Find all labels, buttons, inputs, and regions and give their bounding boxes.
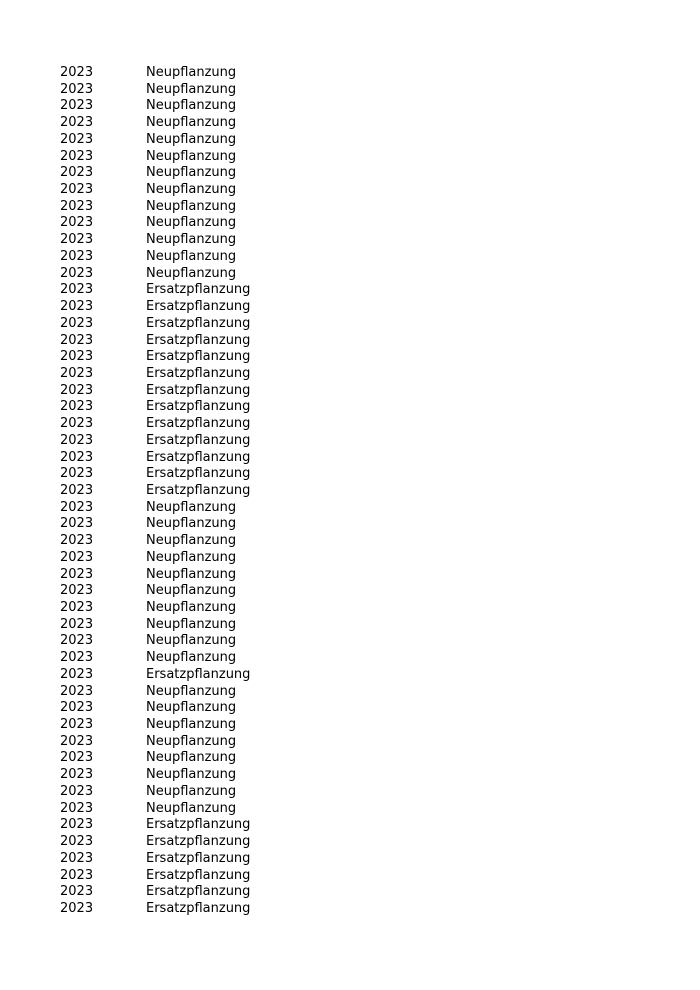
list-item: [60, 750, 346, 767]
year-cell: 2023: [60, 499, 94, 515]
planting-type-cell: Ersatzpflanzung: [146, 365, 251, 381]
year-cell: 2023: [60, 432, 94, 448]
planting-type-cell: Neupflanzung: [146, 683, 237, 699]
list-item: [60, 500, 346, 517]
planting-type-cell: Neupflanzung: [146, 115, 237, 131]
year-cell: 2023: [60, 867, 94, 883]
year-cell: 2023: [60, 850, 94, 866]
planting-type-cell: Ersatzpflanzung: [146, 449, 251, 465]
list-item: [60, 684, 346, 701]
list-item: [60, 600, 346, 617]
year-cell: 2023: [60, 349, 94, 365]
planting-type-cell: Neupflanzung: [146, 215, 237, 231]
list-item: [60, 483, 346, 500]
year-cell: 2023: [60, 299, 94, 315]
year-cell: 2023: [60, 98, 94, 114]
planting-type-cell: Neupflanzung: [146, 248, 237, 264]
list-item: [60, 817, 346, 834]
list-item: [60, 316, 346, 333]
list-item: [60, 650, 346, 667]
year-cell: 2023: [60, 733, 94, 749]
planting-type-cell: Neupflanzung: [146, 783, 237, 799]
planting-type-cell: Ersatzpflanzung: [146, 834, 251, 850]
list-item: [60, 433, 346, 450]
year-cell: 2023: [60, 549, 94, 565]
year-cell: 2023: [60, 65, 94, 80]
year-cell: 2023: [60, 583, 94, 599]
planting-type-cell: Ersatzpflanzung: [146, 332, 251, 348]
planting-type-cell: Ersatzpflanzung: [146, 349, 251, 365]
planting-type-cell: Ersatzpflanzung: [146, 900, 251, 916]
planting-type-cell: Neupflanzung: [146, 800, 237, 816]
list-item: [60, 215, 346, 232]
year-cell: 2023: [60, 399, 94, 415]
list-item: [60, 717, 346, 734]
list-item: [60, 249, 346, 266]
year-cell: 2023: [60, 248, 94, 264]
planting-type-cell: Ersatzpflanzung: [146, 817, 251, 833]
list-item: [60, 583, 346, 600]
planting-type-cell: Neupflanzung: [146, 165, 237, 181]
list-item: [60, 617, 346, 634]
planting-type-cell: Neupflanzung: [146, 516, 237, 532]
planting-type-cell: Neupflanzung: [146, 533, 237, 549]
planting-type-cell: Ersatzpflanzung: [146, 416, 251, 432]
list-item: [60, 182, 346, 199]
year-cell: 2023: [60, 198, 94, 214]
planting-type-cell: Neupflanzung: [146, 700, 237, 716]
list-item: [60, 784, 346, 801]
list-item: [60, 734, 346, 751]
year-cell: 2023: [60, 683, 94, 699]
list-item: [60, 767, 346, 784]
planting-type-cell: Neupflanzung: [146, 583, 237, 599]
list-item: [60, 399, 346, 416]
list-item: [60, 232, 346, 249]
planting-type-cell: Neupflanzung: [146, 499, 237, 515]
planting-type-cell: Neupflanzung: [146, 616, 237, 632]
year-cell: 2023: [60, 449, 94, 465]
year-cell: 2023: [60, 482, 94, 498]
year-cell: 2023: [60, 165, 94, 181]
planting-type-cell: Neupflanzung: [146, 767, 237, 783]
year-cell: 2023: [60, 466, 94, 482]
planting-type-cell: Neupflanzung: [146, 265, 237, 281]
planting-type-cell: Neupflanzung: [146, 98, 237, 114]
year-cell: 2023: [60, 817, 94, 833]
year-cell: 2023: [60, 382, 94, 398]
year-cell: 2023: [60, 666, 94, 682]
list-item: [60, 65, 346, 82]
planting-type-cell: Neupflanzung: [146, 81, 237, 97]
year-cell: 2023: [60, 717, 94, 733]
planting-type-cell: Neupflanzung: [146, 182, 237, 198]
planting-type-cell: Ersatzpflanzung: [146, 482, 251, 498]
list-item: [60, 98, 346, 115]
year-cell: 2023: [60, 616, 94, 632]
list-item: [60, 450, 346, 467]
planting-type-cell: Ersatzpflanzung: [146, 850, 251, 866]
list-item: [60, 633, 346, 650]
planting-type-cell: Neupflanzung: [146, 566, 237, 582]
year-cell: 2023: [60, 767, 94, 783]
planting-type-cell: Ersatzpflanzung: [146, 282, 251, 298]
year-cell: 2023: [60, 533, 94, 549]
list-item: [60, 533, 346, 550]
planting-type-cell: Neupflanzung: [146, 717, 237, 733]
year-cell: 2023: [60, 265, 94, 281]
list-item: [60, 416, 346, 433]
year-cell: 2023: [60, 633, 94, 649]
list-item: [60, 282, 346, 299]
planting-type-cell: Neupflanzung: [146, 65, 237, 80]
list-item: [60, 466, 346, 483]
list-item: [60, 700, 346, 717]
year-cell: 2023: [60, 750, 94, 766]
year-cell: 2023: [60, 700, 94, 716]
list-item: [60, 115, 346, 132]
planting-type-cell: Ersatzpflanzung: [146, 432, 251, 448]
year-cell: 2023: [60, 148, 94, 164]
year-cell: 2023: [60, 282, 94, 298]
planting-type-cell: Neupflanzung: [146, 600, 237, 615]
planting-type-cell: Neupflanzung: [146, 131, 237, 147]
planting-list: [60, 65, 346, 918]
planting-type-cell: Ersatzpflanzung: [146, 315, 251, 331]
list-item: [60, 349, 346, 366]
list-item: [60, 801, 346, 818]
list-item: [60, 567, 346, 584]
list-item: [60, 199, 346, 216]
list-item: [60, 884, 346, 901]
list-item: [60, 149, 346, 166]
list-item: [60, 299, 346, 316]
list-item: [60, 834, 346, 851]
list-item: [60, 366, 346, 383]
list-item: [60, 383, 346, 400]
year-cell: 2023: [60, 182, 94, 198]
planting-type-cell: Ersatzpflanzung: [146, 466, 251, 482]
list-item: [60, 266, 346, 283]
planting-type-cell: Neupflanzung: [146, 148, 237, 164]
year-cell: 2023: [60, 900, 94, 916]
list-item: [60, 868, 346, 885]
planting-type-cell: Neupflanzung: [146, 733, 237, 749]
list-item: [60, 516, 346, 533]
list-item: [60, 333, 346, 350]
year-cell: 2023: [60, 416, 94, 432]
year-cell: 2023: [60, 115, 94, 131]
planting-type-cell: Neupflanzung: [146, 650, 237, 666]
planting-type-cell: Ersatzpflanzung: [146, 867, 251, 883]
year-cell: 2023: [60, 81, 94, 97]
planting-type-cell: Ersatzpflanzung: [146, 399, 251, 415]
year-cell: 2023: [60, 834, 94, 850]
year-cell: 2023: [60, 600, 94, 615]
year-cell: 2023: [60, 566, 94, 582]
year-cell: 2023: [60, 365, 94, 381]
year-cell: 2023: [60, 516, 94, 532]
planting-type-cell: Ersatzpflanzung: [146, 299, 251, 315]
planting-type-cell: Ersatzpflanzung: [146, 382, 251, 398]
list-item: [60, 550, 346, 567]
year-cell: 2023: [60, 650, 94, 666]
planting-type-cell: Neupflanzung: [146, 750, 237, 766]
planting-type-cell: Neupflanzung: [146, 549, 237, 565]
year-cell: 2023: [60, 131, 94, 147]
list-item: [60, 901, 346, 918]
planting-type-cell: Neupflanzung: [146, 633, 237, 649]
list-item: [60, 82, 346, 99]
year-cell: 2023: [60, 884, 94, 900]
list-item: [60, 132, 346, 149]
list-item: [60, 667, 346, 684]
planting-type-cell: Neupflanzung: [146, 232, 237, 248]
list-item: [60, 851, 346, 868]
year-cell: 2023: [60, 800, 94, 816]
year-cell: 2023: [60, 332, 94, 348]
year-cell: 2023: [60, 783, 94, 799]
list-item: [60, 165, 346, 182]
year-cell: 2023: [60, 232, 94, 248]
year-cell: 2023: [60, 315, 94, 331]
year-cell: 2023: [60, 215, 94, 231]
planting-type-cell: Ersatzpflanzung: [146, 666, 251, 682]
planting-type-cell: Ersatzpflanzung: [146, 884, 251, 900]
planting-type-cell: Neupflanzung: [146, 198, 237, 214]
